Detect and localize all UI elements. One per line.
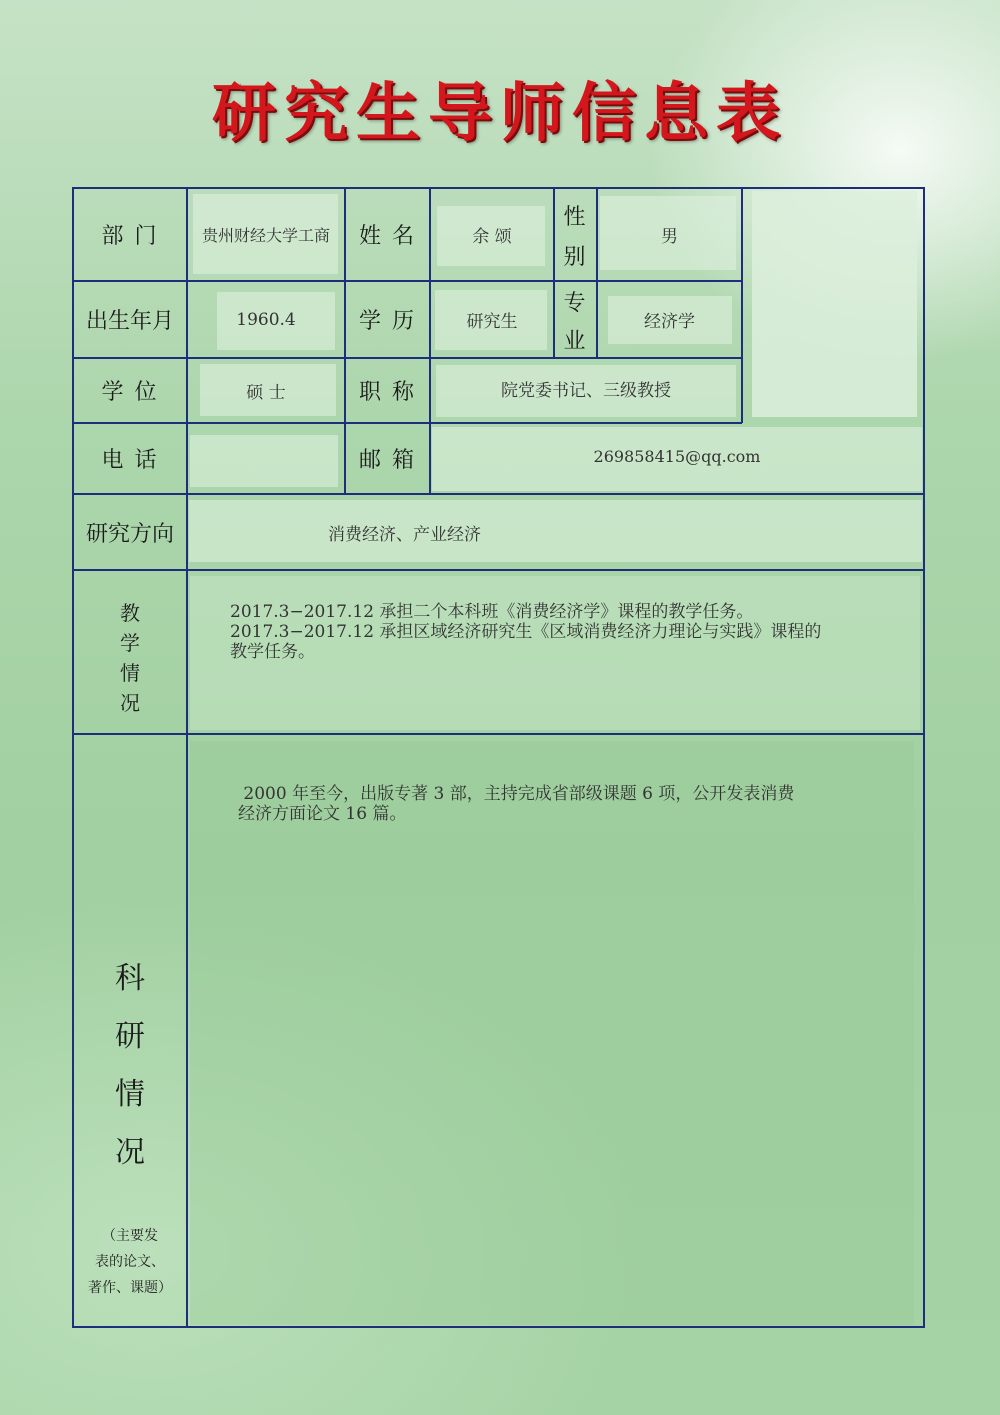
email-value: 269858415@qq.com [593, 447, 761, 466]
birth-value: 1960.4 [236, 309, 296, 330]
degree-value: 硕 士 [246, 383, 286, 403]
teaching-label-char: 学 [120, 631, 140, 655]
gender-value: 男 [661, 227, 678, 247]
research-status-note [76, 1223, 184, 1301]
department-value: 贵州财经大学工商 [201, 226, 330, 245]
teaching-line: 教学任务。 [230, 642, 315, 662]
major-label-2: 业 [563, 328, 588, 354]
email-label: 邮 箱 [359, 448, 416, 473]
teaching-label-char: 教 [120, 601, 140, 625]
education-label: 学 历 [359, 309, 416, 334]
col-divider [741, 187, 743, 423]
gender-label-2: 别 [563, 244, 588, 270]
title-value: 院党委书记、三级教授 [501, 380, 671, 401]
row-divider [72, 733, 925, 735]
name-value: 余 颂 [472, 227, 512, 247]
teaching-line: 2017.3−2017.12 承担区域经济研究生《区域消费经济力理论与实践》课程的 [230, 622, 822, 642]
name-label: 姓 名 [359, 224, 416, 249]
major-value: 经济学 [644, 312, 695, 332]
education-value: 研究生 [466, 312, 518, 332]
note-line: 表的论文、 [95, 1254, 165, 1270]
research-line: 经济方面论文 16 篇。 [238, 804, 407, 824]
note-line: 著作、课题） [88, 1280, 172, 1296]
department-label: 部 门 [101, 224, 159, 249]
research-status-char: 研 [115, 1019, 145, 1054]
research-status-label [74, 950, 186, 1182]
teaching-label-char: 况 [120, 691, 140, 715]
teaching-label [74, 598, 186, 718]
research-line: 2000 年至今，出版专著 3 部，主持完成省部级课题 6 项，公开发表消费 [238, 784, 795, 804]
degree-label: 学 位 [101, 380, 159, 405]
page-title: 研究生导师信息表 [212, 77, 788, 151]
title-label: 职 称 [359, 380, 416, 405]
photo-placeholder [752, 191, 917, 417]
major-label-1: 专 [563, 290, 588, 316]
research-status-char: 情 [115, 1077, 145, 1112]
field-box [190, 741, 914, 1325]
gender-label-1: 性 [563, 204, 588, 230]
research-status-content [238, 784, 898, 824]
teaching-content [230, 602, 910, 662]
teaching-label-char: 情 [120, 661, 140, 685]
research-status-char: 况 [115, 1135, 145, 1170]
note-line: （主要发 [102, 1228, 158, 1244]
birth-label: 出生年月 [85, 309, 174, 334]
row-divider [72, 569, 925, 571]
research-direction-value: 消费经济、产业经济 [328, 524, 481, 545]
research-status-char: 科 [115, 961, 145, 996]
research-direction-label: 研究方向 [85, 521, 174, 547]
teaching-line: 2017.3−2017.12 承担二个本科班《消费经济学》课程的教学任务。 [230, 602, 754, 622]
phone-label: 电 话 [101, 448, 159, 473]
phone-value [188, 424, 344, 493]
